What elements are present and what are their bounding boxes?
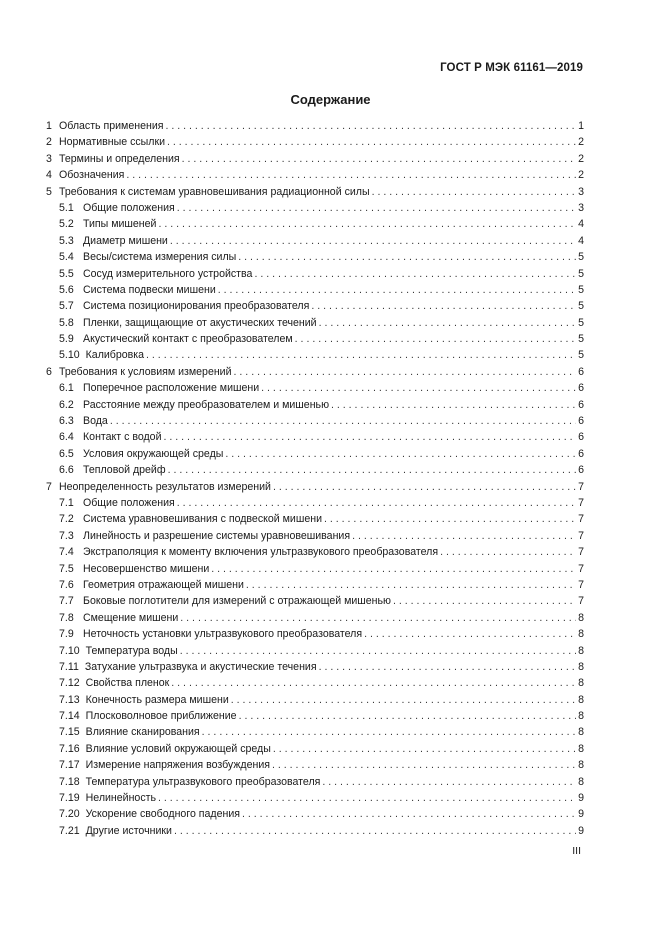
toc-leader-dots — [171, 675, 576, 691]
toc-entry[interactable] — [46, 233, 584, 249]
toc-entry-number: 7.4 — [59, 546, 74, 559]
toc-entry-title: Боковые поглотители для измерений с отражающей мишенью — [83, 595, 391, 608]
toc-entry-number: 4 — [46, 169, 52, 182]
toc-leader-dots — [319, 315, 576, 331]
toc-entry[interactable] — [46, 774, 584, 790]
toc-entry-page: 7 — [578, 562, 584, 575]
toc-entry-page: 5 — [578, 349, 584, 362]
toc-entry-number: 5.3 — [59, 234, 74, 247]
toc-entry-page: 3 — [578, 201, 584, 214]
toc-entry-number: 7.15 — [59, 726, 80, 739]
toc-leader-dots — [177, 200, 576, 216]
toc-leader-dots — [322, 774, 576, 790]
toc-entry[interactable] — [46, 397, 584, 413]
toc-entry-title: Контакт с водой — [83, 431, 162, 444]
toc-entry-page: 5 — [578, 283, 584, 296]
toc-entry-number: 7.17 — [59, 759, 80, 772]
toc-entry-title: Обозначения — [59, 169, 125, 182]
toc-entry-title: Неопределенность результатов измерений — [59, 480, 271, 493]
toc-entry-title: Типы мишеней — [83, 218, 157, 231]
toc-entry[interactable] — [46, 282, 584, 298]
toc-entry-number: 6.6 — [59, 464, 74, 477]
toc-leader-dots — [440, 544, 576, 560]
toc-entry[interactable] — [46, 429, 584, 445]
toc-entry-page: 7 — [578, 546, 584, 559]
toc-entry-page: 6 — [578, 447, 584, 460]
toc-entry[interactable] — [46, 626, 584, 642]
toc-entry-number: 7.6 — [59, 578, 74, 591]
toc-entry-page: 6 — [578, 398, 584, 411]
toc-entry-page: 3 — [578, 185, 584, 198]
toc-entry-number: 7.14 — [59, 710, 80, 723]
toc-leader-dots — [168, 462, 577, 478]
toc-entry-page: 5 — [578, 267, 584, 280]
toc-leader-dots — [158, 790, 576, 806]
toc-entry-page: 8 — [578, 660, 584, 673]
toc-entry[interactable] — [46, 692, 584, 708]
toc-entry-number: 7.16 — [59, 742, 80, 755]
toc-entry-number: 5 — [46, 185, 52, 198]
toc-leader-dots — [311, 298, 576, 314]
toc-entry-number: 7.9 — [59, 628, 74, 641]
table-of-contents — [46, 118, 584, 839]
toc-entry[interactable] — [46, 479, 584, 495]
toc-leader-dots — [273, 479, 576, 495]
toc-entry-title: Акустический контакт с преобразователем — [83, 333, 293, 346]
toc-entry-number: 1 — [46, 120, 52, 132]
toc-entry-number: 7.5 — [59, 562, 74, 575]
toc-entry-number: 7.21 — [59, 824, 80, 837]
toc-leader-dots — [231, 692, 576, 708]
toc-entry[interactable] — [46, 593, 584, 609]
toc-entry[interactable] — [46, 446, 584, 462]
toc-entry[interactable] — [46, 495, 584, 511]
toc-entry[interactable] — [46, 675, 584, 691]
toc-entry[interactable] — [46, 528, 584, 544]
toc-leader-dots — [239, 708, 577, 724]
toc-entry-page: 7 — [578, 480, 584, 493]
toc-entry-title: Диаметр мишени — [83, 234, 168, 247]
toc-entry[interactable] — [46, 561, 584, 577]
toc-entry-number: 5.6 — [59, 283, 74, 296]
toc-entry-title: Тепловой дрейф — [83, 464, 166, 477]
toc-entry-title: Нелинейность — [85, 792, 156, 805]
toc-leader-dots — [182, 151, 576, 167]
toc-leader-dots — [146, 347, 576, 363]
toc-entry-page: 2 — [578, 136, 584, 149]
toc-leader-dots — [164, 429, 577, 445]
toc-leader-dots — [167, 134, 576, 150]
toc-entry[interactable] — [46, 708, 584, 724]
toc-entry-page: 7 — [578, 513, 584, 526]
toc-leader-dots — [110, 413, 576, 429]
toc-entry-page: 8 — [578, 726, 584, 739]
toc-leader-dots — [170, 233, 576, 249]
toc-leader-dots — [364, 626, 576, 642]
toc-entry[interactable] — [46, 511, 584, 527]
toc-leader-dots — [324, 511, 576, 527]
toc-entry-number: 7.11 — [59, 660, 79, 673]
toc-leader-dots — [177, 495, 576, 511]
toc-entry-title: Другие источники — [85, 824, 172, 837]
toc-entry[interactable] — [46, 643, 584, 659]
toc-entry-number: 5.10 — [59, 349, 80, 362]
toc-entry-title: Ускорение свободного падения — [85, 808, 240, 821]
toc-entry[interactable] — [46, 216, 584, 232]
toc-entry-title: Влияние сканирования — [85, 726, 200, 739]
toc-entry-title: Поперечное расположение мишени — [83, 382, 260, 395]
toc-entry-page: 4 — [578, 218, 584, 231]
toc-leader-dots — [165, 118, 576, 134]
toc-entry-number: 6.1 — [59, 382, 74, 395]
toc-leader-dots — [158, 216, 576, 232]
toc-entry-page: 8 — [578, 775, 584, 788]
toc-leader-dots — [242, 806, 576, 822]
toc-entry-page: 5 — [578, 316, 584, 329]
toc-leader-dots — [180, 610, 576, 626]
toc-entry[interactable] — [46, 462, 584, 478]
toc-entry-number: 7.20 — [59, 808, 80, 821]
toc-entry-number: 5.5 — [59, 267, 74, 280]
toc-entry-title: Несовершенство мишени — [83, 562, 210, 575]
toc-leader-dots — [174, 823, 576, 839]
toc-entry-number: 7.19 — [59, 792, 80, 805]
toc-entry-title: Конечность размера мишени — [85, 693, 229, 706]
toc-entry[interactable] — [46, 380, 584, 396]
toc-entry-title: Требования к системам уравновешивания радиационной силы — [59, 185, 370, 198]
toc-entry-page: 5 — [578, 333, 584, 346]
toc-entry[interactable] — [46, 151, 584, 167]
toc-entry-page: 7 — [578, 529, 584, 542]
toc-entry-number: 7.8 — [59, 611, 74, 624]
toc-entry-number: 6.3 — [59, 415, 74, 428]
toc-entry-number: 5.4 — [59, 251, 74, 264]
toc-entry[interactable] — [46, 413, 584, 429]
toc-leader-dots — [234, 364, 577, 380]
toc-entry[interactable] — [46, 200, 584, 216]
toc-entry[interactable] — [46, 806, 584, 822]
toc-entry-number: 7.1 — [59, 496, 74, 509]
toc-leader-dots — [372, 184, 577, 200]
toc-entry[interactable] — [46, 724, 584, 740]
toc-entry[interactable] — [46, 331, 584, 347]
toc-entry[interactable] — [46, 266, 584, 282]
toc-entry-number: 7.3 — [59, 529, 74, 542]
toc-entry-page: 9 — [578, 824, 584, 837]
toc-entry-page: 6 — [578, 365, 584, 378]
toc-entry-page: 7 — [578, 595, 584, 608]
toc-entry-title: Весы/система измерения силы — [83, 251, 237, 264]
toc-entry-page: 8 — [578, 628, 584, 641]
toc-entry[interactable] — [46, 610, 584, 626]
toc-entry-title: Вода — [83, 415, 108, 428]
toc-leader-dots — [211, 561, 576, 577]
document-header: ГОСТ Р МЭК 61161—2019 — [440, 62, 583, 74]
toc-entry[interactable] — [46, 823, 584, 839]
toc-entry-page: 7 — [578, 578, 584, 591]
toc-leader-dots — [238, 249, 576, 265]
toc-leader-dots — [272, 757, 576, 773]
toc-entry-title: Плосковолновое приближение — [85, 710, 237, 723]
toc-leader-dots — [331, 397, 576, 413]
toc-leader-dots — [180, 643, 576, 659]
toc-entry[interactable] — [46, 364, 584, 380]
toc-entry[interactable] — [46, 118, 584, 134]
toc-entry-title: Нормативные ссылки — [59, 136, 166, 149]
toc-entry-number: 5.8 — [59, 316, 74, 329]
toc-entry-number: 7.12 — [59, 677, 80, 690]
toc-leader-dots — [352, 528, 576, 544]
toc-entry-title: Условия окружающей среды — [83, 447, 224, 460]
toc-entry-page: 7 — [578, 496, 584, 509]
toc-entry-title: Температура воды — [85, 644, 178, 657]
toc-entry[interactable] — [46, 741, 584, 757]
toc-entry[interactable] — [46, 315, 584, 331]
toc-entry-title: Температура ультразвукового преобразователя — [85, 775, 321, 788]
toc-entry-title: Геометрия отражающей мишени — [83, 578, 244, 591]
toc-entry[interactable] — [46, 577, 584, 593]
toc-entry-title: Расстояние между преобразователем и мишенью — [83, 398, 330, 411]
toc-entry-number: 7.13 — [59, 693, 80, 706]
toc-entry-number: 6.4 — [59, 431, 74, 444]
toc-entry-page: 1 — [578, 120, 584, 132]
toc-leader-dots — [254, 266, 576, 282]
toc-entry-page: 5 — [578, 251, 584, 264]
toc-entry-title: Неточность установки ультразвукового преобразователя — [83, 628, 363, 641]
toc-entry-number: 5.1 — [59, 201, 74, 214]
toc-entry[interactable] — [46, 167, 584, 183]
toc-entry-number: 7.10 — [59, 644, 80, 657]
toc-entry-page: 8 — [578, 759, 584, 772]
toc-entry[interactable] — [46, 790, 584, 806]
toc-entry-page: 2 — [578, 169, 584, 182]
toc-entry[interactable] — [46, 184, 584, 200]
toc-entry-title: Калибровка — [85, 349, 145, 362]
toc-entry-title: Система подвески мишени — [83, 283, 216, 296]
toc-entry-number: 7.18 — [59, 775, 80, 788]
toc-entry-page: 5 — [578, 300, 584, 313]
toc-entry-number: 6 — [46, 365, 52, 378]
toc-entry-number: 3 — [46, 152, 52, 165]
toc-entry-page: 8 — [578, 710, 584, 723]
toc-entry-number: 5.7 — [59, 300, 74, 313]
toc-entry-page: 8 — [578, 677, 584, 690]
toc-entry-title: Термины и определения — [59, 152, 180, 165]
toc-entry-title: Свойства пленок — [85, 677, 170, 690]
toc-entry-page: 6 — [578, 431, 584, 444]
toc-leader-dots — [246, 577, 576, 593]
toc-entry-title: Линейность и разрешение системы уравновешивания — [83, 529, 351, 542]
page-title: Содержание — [290, 92, 371, 107]
toc-entry-title: Пленки, защищающие от акустических течений — [83, 316, 317, 329]
toc-entry[interactable] — [46, 659, 584, 675]
toc-entry-page: 6 — [578, 382, 584, 395]
toc-entry-title: Требования к условиям измерений — [59, 365, 232, 378]
toc-entry-number: 5.2 — [59, 218, 74, 231]
toc-leader-dots — [393, 593, 576, 609]
toc-entry-title: Система позиционирования преобразователя — [83, 300, 310, 313]
toc-entry[interactable] — [46, 544, 584, 560]
toc-entry-number: 7 — [46, 480, 52, 493]
toc-entry-title: Экстраполяция к моменту включения ультразвукового преобразователя — [83, 546, 439, 559]
toc-entry-page: 8 — [578, 742, 584, 755]
toc-entry-title: Смещение мишени — [83, 611, 179, 624]
toc-entry-title: Затухание ультразвука и акустические течения — [84, 660, 317, 673]
toc-entry-page: 2 — [578, 152, 584, 165]
toc-entry-number: 6.5 — [59, 447, 74, 460]
toc-entry-title: Общие положения — [83, 201, 175, 214]
toc-entry-page: 8 — [578, 611, 584, 624]
toc-entry-number: 5.9 — [59, 333, 74, 346]
toc-entry-page: 6 — [578, 464, 584, 477]
toc-leader-dots — [319, 659, 577, 675]
toc-entry[interactable] — [46, 298, 584, 314]
toc-entry-title: Область применения — [59, 120, 164, 132]
toc-entry-page: 9 — [578, 808, 584, 821]
toc-entry-page: 8 — [578, 644, 584, 657]
toc-entry[interactable] — [46, 134, 584, 150]
toc-entry-number: 6.2 — [59, 398, 74, 411]
toc-entry-title: Измерение напряжения возбуждения — [85, 759, 271, 772]
toc-entry-title: Общие положения — [83, 496, 175, 509]
toc-entry-page: 8 — [578, 693, 584, 706]
toc-entry-title: Система уравновешивания с подвеской мишени — [83, 513, 322, 526]
toc-entry-page: 9 — [578, 792, 584, 805]
toc-leader-dots — [295, 331, 576, 347]
toc-entry-title: Влияние условий окружающей среды — [85, 742, 271, 755]
toc-leader-dots — [261, 380, 576, 396]
toc-entry[interactable] — [46, 347, 584, 363]
toc-leader-dots — [225, 446, 576, 462]
toc-leader-dots — [126, 167, 576, 183]
toc-entry[interactable] — [46, 757, 584, 773]
toc-entry-page: 6 — [578, 415, 584, 428]
toc-leader-dots — [273, 741, 576, 757]
toc-entry[interactable] — [46, 249, 584, 265]
toc-leader-dots — [202, 724, 576, 740]
toc-entry-number: 2 — [46, 136, 52, 149]
toc-entry-title: Сосуд измерительного устройства — [83, 267, 253, 280]
toc-entry-page: 4 — [578, 234, 584, 247]
page-number: III — [572, 845, 581, 857]
toc-entry-number: 7.7 — [59, 595, 74, 608]
toc-entry-number: 7.2 — [59, 513, 74, 526]
toc-leader-dots — [218, 282, 576, 298]
